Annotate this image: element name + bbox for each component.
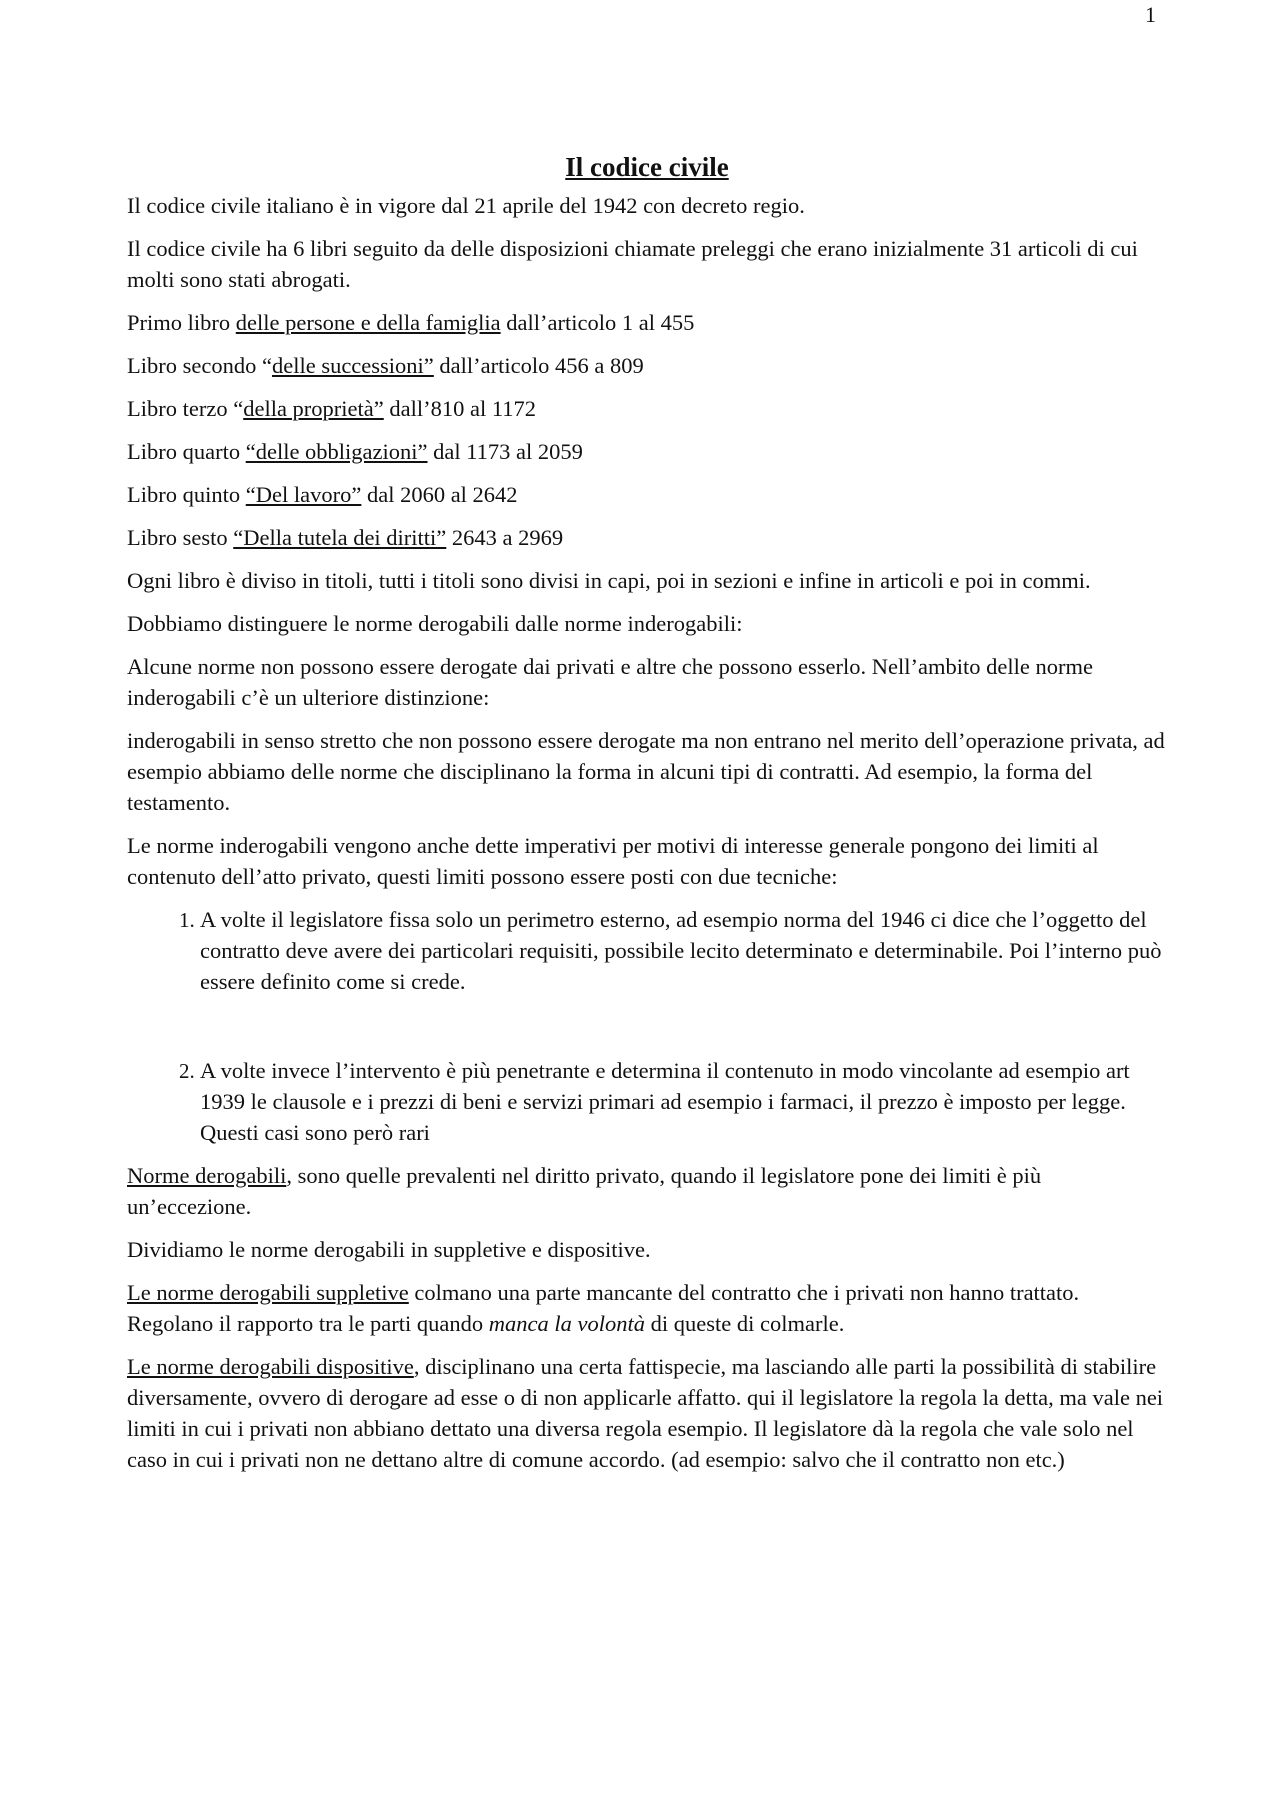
book-item: [127, 307, 1167, 338]
list-item: 2. A volte invece l’intervento è più penetrante e determina il contenuto in modo vincolante ad esempio art 1939 le clausole e i prezzi di beni e servizi primari ad esempio i farmaci, il prezzo è imposto per legge. Questi casi sono però rari: [200, 1055, 1167, 1148]
book-prefix: Libro sesto: [127, 525, 234, 550]
book-item: [127, 436, 1167, 467]
paragraph-text: colmano una parte mancante del contratto che i privati non hanno trattato. Regolano il rapporto tra le parti quando: [127, 1280, 1080, 1336]
paragraph-suppletive: [127, 1277, 1167, 1339]
book-name: delle successioni”: [271, 353, 434, 378]
techniques-list: [127, 904, 1167, 1148]
paragraph-derogation: Alcune norme non possono essere derogate dai privati e altre che possono esserlo. Nell’ambito delle norme inderogabili c’è un ulteriore distinzione:: [127, 654, 1093, 710]
book-prefix: Libro quarto: [127, 439, 246, 464]
paragraph-imperative: Le norme inderogabili vengono anche dette imperativi per motivi di interesse generale pongono dei limiti al contenuto dell’atto privato, questi limiti possono essere posti con due tecniche:: [127, 833, 1099, 889]
paragraph-distinction: Dobbiamo distinguere le norme derogabili dalle norme inderogabili:: [127, 611, 743, 636]
book-prefix: Libro terzo “: [127, 396, 244, 421]
book-name: della proprietà”: [243, 396, 384, 421]
paragraph-derogable: [127, 1160, 1167, 1222]
book-name: “delle obbligazioni”: [245, 439, 428, 464]
list-item: 1. A volte il legislatore fissa solo un perimetro esterno, ad esempio norma del 1946 ci dice che l’oggetto del contratto deve avere dei particolari requisiti, possibile lecito determinato e determinabile. Poi l’interno può essere definito come si crede.: [200, 904, 1167, 997]
term-suppletive: Le norme derogabili suppletive: [127, 1280, 409, 1305]
book-name: “Della tutela dei diritti”: [233, 525, 447, 550]
book-item: [127, 522, 1167, 553]
term-dispositive: Le norme derogabili dispositive: [127, 1354, 414, 1379]
book-prefix: Libro quinto: [127, 482, 246, 507]
paragraph-division: Dividiamo le norme derogabili in suppletive e dispositive.: [127, 1237, 651, 1262]
book-name: “Del lavoro”: [245, 482, 362, 507]
book-prefix: Libro secondo “: [127, 353, 272, 378]
book-range: dall’articolo 456 a 809: [433, 353, 644, 378]
term-norme-derogabili: Norme derogabili: [127, 1163, 287, 1188]
emphasis-text: manca la volontà: [488, 1311, 646, 1336]
book-item: [127, 479, 1167, 510]
paragraph-text: , disciplinano una certa fattispecie, ma lasciando alle parti la possibilità di stabilire diversamente, ovvero di derogare ad esse o di non applicarle affatto. qui il legislatore la regola la detta, ma vale nei limiti in cui i privati non abbiano dettato una diversa regola esempio. Il legislatore dà la regola che vale solo nel caso in cui i privati non ne dettano altre di comune accordo. (ad esempio: salvo che il contratto non etc.): [127, 1354, 1164, 1472]
paragraph-books-overview: Il codice civile ha 6 libri seguito da delle disposizioni chiamate preleggi che erano inizialmente 31 articoli di cui molti sono stati abrogati.: [127, 236, 1138, 292]
paragraph-dispositive: [127, 1351, 1167, 1475]
book-item: [127, 393, 1167, 424]
paragraph-text: , sono quelle prevalenti nel diritto privato, quando il legislatore pone dei limiti è più un’eccezione.: [127, 1163, 1042, 1219]
document-body: [127, 150, 1167, 1487]
book-range: dall’810 al 1172: [383, 396, 537, 421]
book-range: 2643 a 2969: [446, 525, 564, 550]
book-item: [127, 350, 1167, 381]
page-number: 1: [1145, 2, 1156, 27]
book-name: delle persone e della famiglia: [235, 310, 501, 335]
book-range: dal 1173 al 2059: [427, 439, 583, 464]
book-range: dal 2060 al 2642: [361, 482, 518, 507]
page-title: Il codice civile: [565, 152, 729, 182]
book-range: dall’articolo 1 al 455: [500, 310, 695, 335]
paragraph-strict-sense: inderogabili in senso stretto che non possono essere derogate ma non entrano nel merito dell’operazione privata, ad esempio abbiamo delle norme che disciplinano la forma in alcuni tipi di contratti. Ad esempio, la forma del testamento.: [127, 728, 1165, 815]
paragraph-text: di queste di colmarle.: [645, 1311, 845, 1336]
paragraph-intro: Il codice civile italiano è in vigore dal 21 aprile del 1942 con decreto regio.: [127, 193, 805, 218]
book-prefix: Primo libro: [127, 310, 236, 335]
paragraph-structure: Ogni libro è diviso in titoli, tutti i titoli sono divisi in capi, poi in sezioni e infine in articoli e poi in commi.: [127, 568, 1091, 593]
